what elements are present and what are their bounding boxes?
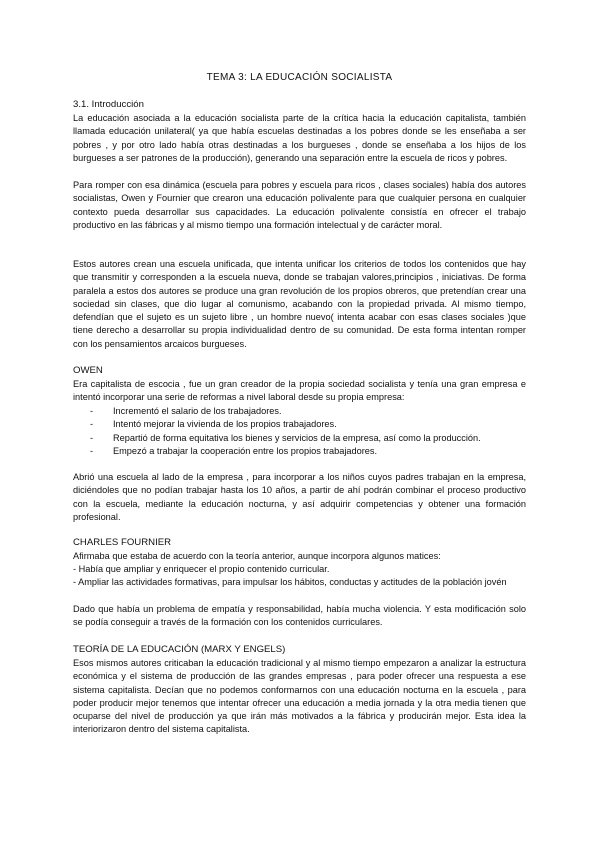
list-item: - Intentó mejorar la vivienda de los propios trabajadores. xyxy=(90,418,520,431)
intro-paragraph-3: Estos autores crean una escuela unificada, que intenta unificar los criterios de todos los contenidos que hay que transmitir y corresponden a la escuela nueva, donde se trabajan valores,principios , iniciativas. De forma paralela a estos dos autores se produce una gran revolución de los propios obreros, que pretendían crear una sociedad sin clases, que dio lugar al comunismo, acabando con la propiedad privada. Al mismo tiempo, defendían que el sujeto es un sujeto libre , un hombre nuevo( intenta acabar con esas clases sociales )que tiene derecho a desarrollar su propia individualidad dentro de su comunidad. De esta forma intentan romper con los pensamientos arcaicos burgueses. xyxy=(73,259,526,349)
owen-heading: OWEN xyxy=(73,365,103,376)
list-item: - Empezó a trabajar la cooperación entre los propios trabajadores. xyxy=(90,445,520,458)
bullet-dash: - xyxy=(90,445,94,456)
teoria-heading: TEORÍA DE LA EDUCACIÓN (MARX Y ENGELS) xyxy=(73,644,286,655)
bullet-dash: - xyxy=(90,419,94,430)
fournier-paragraph-2: Dado que había un problema de empatía y responsabilidad, había mucha violencia. Y esta modificación solo se podía conseguir a través de la formación con los contenidos curriculares. xyxy=(73,604,526,628)
list-item: - Incrementó el salario de los trabajadores. xyxy=(90,405,520,418)
list-item: - Repartió de forma equitativa los bienes y servicios de la empresa, así como la producción. xyxy=(90,432,520,445)
intro-paragraph-2: Para romper con esa dinámica (escuela para pobres y escuela para ricos , clases sociales) había dos autores socialistas, Owen y Fournier que crearon una educación polivalente para que cualquier persona en cualquier contexto pueda desarrollar sus capacidades. La educación polivalente consistía en ofrecer el trabajo productivo en las fábricas y al mismo tiempo una formación intelectual y de carácter moral. xyxy=(73,180,526,230)
bullet-dash: - xyxy=(90,432,94,443)
teoria-paragraph: Esos mismos autores criticaban la educación tradicional y al mismo tiempo empezaron a analizar la estructura económica y el sistema de producción de las grandes empresas , para poder ofrecer una respuesta a ese sistema capitalista. Decían que no podemos conformarnos con una educación nocturna en la escuela , para poder producir mejor tenemos que intentar ofrecer una educación a media jornada y la otra media tienen que ocuparse del nivel de producción ya que irán más motivados a la fábrica y producirán mejor. Esta idea la interiorizaron dentro del sistema capitalista. xyxy=(73,658,526,735)
fournier-point-2: - Ampliar las actividades formativas, para impulsar los hábitos, conductas y actitudes de la población jovén xyxy=(73,577,507,587)
section-heading: 3.1. Introducción xyxy=(73,99,144,110)
owen-intro: Era capitalista de escocia , fue un gran creador de la propia sociedad socialista y tenía una gran empresa e intentó incorporar una serie de reformas a nivel laboral desde su propia empresa: xyxy=(73,379,526,403)
document-title: TEMA 3: LA EDUCACIÓN SOCIALISTA xyxy=(206,72,393,83)
fournier-intro: Afirmaba que estaba de acuerdo con la teoría anterior, aunque incorpora algunos matices: xyxy=(73,551,441,561)
intro-paragraph-1: La educación asociada a la educación socialista parte de la crítica hacia la educación capitalista, también llamada educación unilateral( ya que había escuelas destinadas a los pobres donde se les enseñaba a ser pobres , y por otro lado había otras destinadas a los burgueses , donde se enseñaba a los hijos de los burgueses a ser patrones de la producción), generando una separación entre la escuela de ricos y pobres. xyxy=(73,113,526,163)
fournier-heading: CHARLES FOURNIER xyxy=(73,537,172,548)
fournier-point-1: - Había que ampliar y enriquecer el propio contenido curricular. xyxy=(73,564,330,574)
owen-paragraph-2: Abrió una escuela al lado de la empresa , para incorporar a los niños cuyos padres trabajan en la empresa, diciéndoles que no podían trabajar hasta los 10 años, a partir de ahí podrán combinar el proceso productivo con la escuela, mediante la educación nocturna, y así adquirir competencias y obtener una formación profesional. xyxy=(73,472,526,522)
owen-reforms-list xyxy=(90,405,520,458)
bullet-dash: - xyxy=(90,406,94,416)
